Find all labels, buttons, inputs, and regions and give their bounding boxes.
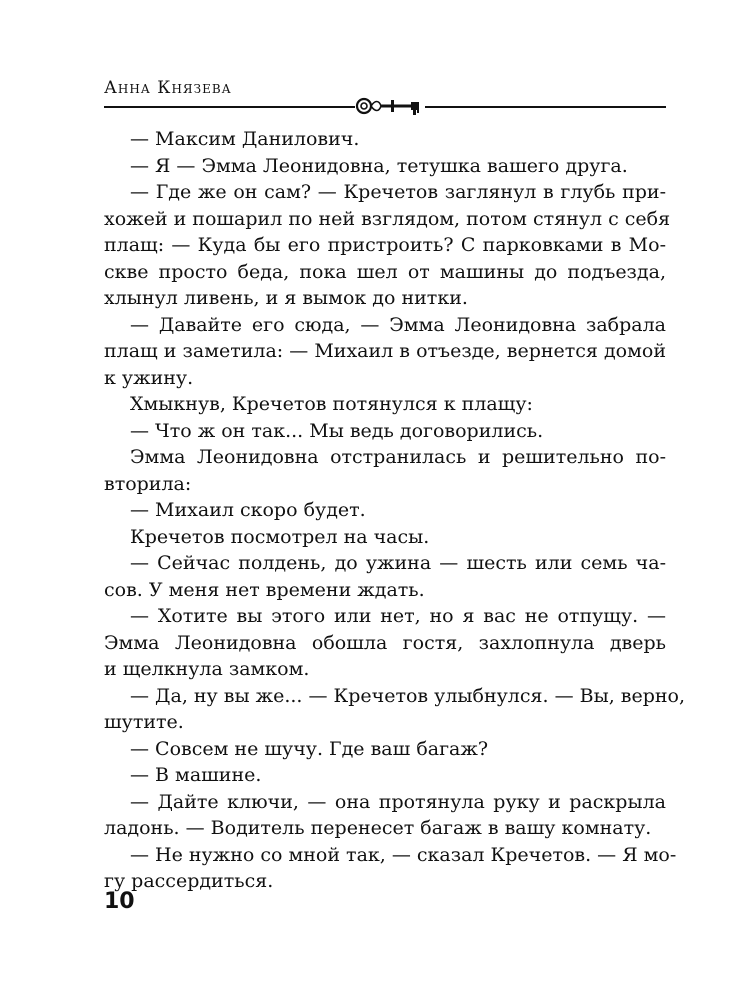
text-line: хлынул ливень, и я вымок до нитки.: [104, 287, 468, 309]
text-line: ладонь. — Водитель перенесет багаж в вашу комнату.: [104, 817, 652, 839]
text-line: и щелкнула замком.: [104, 658, 310, 680]
text-line: хожей и пошарил по ней взглядом, потом стянул с себя: [104, 207, 671, 230]
text-line: сов. У меня нет времени ждать.: [104, 578, 425, 601]
text-line: — Давайте его сюда, — Эмма Леонидовна забрала: [130, 313, 666, 336]
text-line: — Да, ну вы же... — Кречетов улыбнулся. — Вы, верно,: [130, 684, 686, 707]
text-line: — Я — Эмма Леонидовна, тетушка вашего друга.: [130, 154, 628, 177]
text-line: плащ и заметила: — Михаил в отъезде, вернется домой: [104, 340, 666, 362]
text-line: Хмыкнув, Кречетов потянулся к плащу:: [130, 393, 533, 415]
text-line: — Где же он сам? — Кречетов заглянул в глубь при-: [130, 181, 666, 203]
text-line: к ужину.: [104, 366, 194, 389]
running-head-author: Анна Князева: [104, 78, 232, 98]
text-line: — Не нужно со мной так, — сказал Кречетов. — Я мо-: [130, 843, 677, 866]
text-line: Кречетов посмотрел на часы.: [130, 525, 430, 548]
text-line: — Михаил скоро будет.: [130, 499, 366, 521]
text-line: — Совсем не шучу. Где ваш багаж?: [130, 737, 489, 760]
text-line: — В машине.: [130, 764, 262, 786]
text-line: шутите.: [104, 711, 184, 733]
page-number: 10: [104, 889, 135, 914]
text-line: вторила:: [104, 472, 192, 495]
text-line: — Хотите вы этого или нет, но я вас не отпущу. —: [130, 605, 666, 627]
text-line: скве просто беда, пока шел от машины до подъезда,: [104, 260, 666, 283]
text-line: Эмма Леонидовна обошла гостя, захлопнула дверь: [104, 631, 666, 654]
text-line: плащ: — Куда бы его пристроить? С парковками в Мо-: [104, 234, 666, 256]
text-line: — Сейчас полдень, до ужина — шесть или семь ча-: [130, 552, 666, 574]
text-line: — Что ж он так... Мы ведь договорились.: [130, 419, 544, 442]
text-line: Эмма Леонидовна отстранилась и решительно по-: [130, 446, 666, 468]
body-text: [104, 126, 686, 895]
text-line: — Дайте ключи, — она протянула руку и раскрыла: [130, 790, 666, 813]
key-ornament-icon: [355, 94, 425, 118]
text-line: гу рассердиться.: [104, 870, 274, 892]
text-line: — Максим Данилович.: [130, 128, 360, 150]
